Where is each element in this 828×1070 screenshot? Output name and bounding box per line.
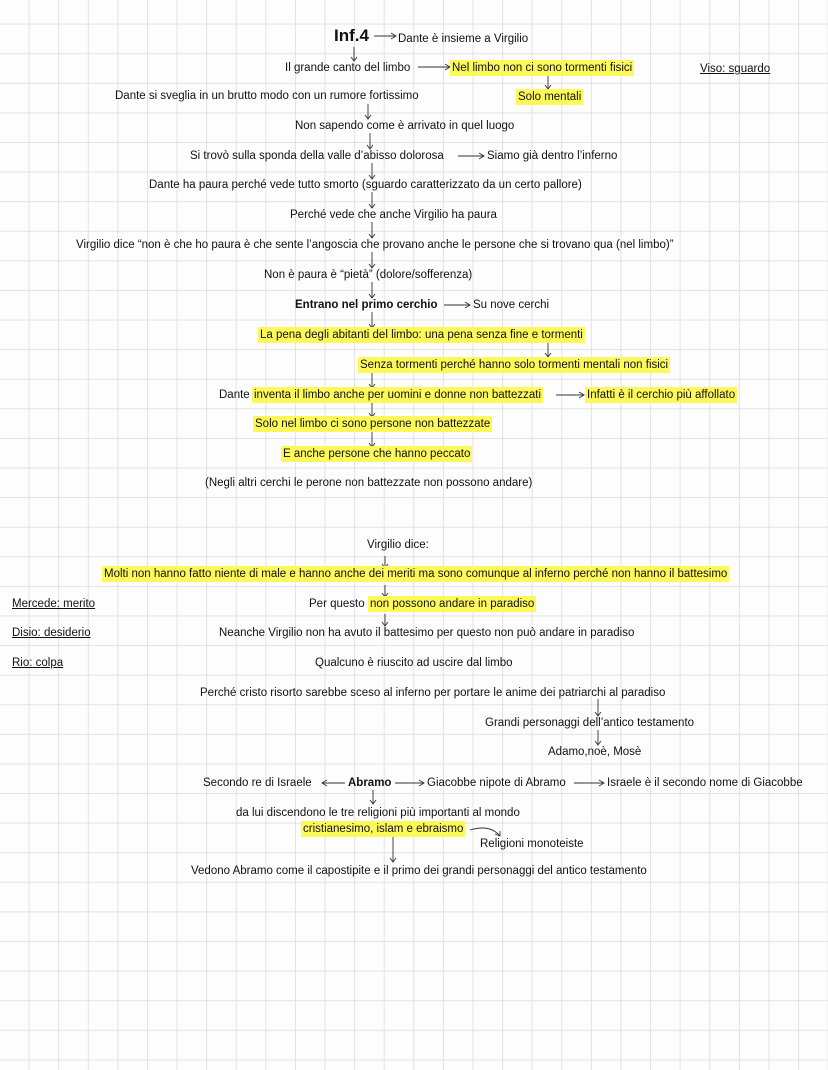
note-da-lui: da lui discendono le tre religioni più importanti al mondo xyxy=(236,807,520,819)
note-si-trovo: Si trovò sulla sponda della valle d’abisso dolorosa xyxy=(190,150,444,162)
note-israele: Israele è il secondo nome di Giacobbe xyxy=(607,777,803,789)
note-grandi: Grandi personaggi dell’antico testamento xyxy=(485,717,695,729)
note-dante-inventa: inventa il limbo anche per uomini e donne non battezzati xyxy=(254,389,542,401)
note-giacobbe: Giacobbe nipote di Abramo xyxy=(427,777,566,789)
note-dante-virgilio: Dante è insieme a Virgilio xyxy=(398,33,529,45)
note-qualcuno: Qualcuno è riuscito ad uscire dal limbo xyxy=(315,657,513,669)
note-virgilio-dice: Virgilio dice “non è che ho paura è che sente l’angoscia che provano anche le persone che si trovano qua (nel limbo)” xyxy=(76,239,674,251)
note-dante-paura: Dante ha paura perché vede tutto smorto (sguardo caratterizzato da un certo pallore) xyxy=(149,179,582,191)
vocab-rio: Rio: colpa xyxy=(12,657,64,669)
note-religioni: Religioni monoteiste xyxy=(480,838,584,850)
note-virgilio-dice-2: Virgilio dice: xyxy=(367,539,429,551)
note-su-nove: Su nove cerchi xyxy=(473,299,550,311)
note-secondo-re: Secondo re di Israele xyxy=(203,777,312,789)
note-neanche: Neanche Virgilio non ha avuto il battesimo per questo non può andare in paradiso xyxy=(219,627,635,639)
note-negli-altri: (Negli altri cerchi le perone non battezzate non possono andare) xyxy=(205,477,533,489)
note-grande-canto: Il grande canto del limbo xyxy=(285,62,411,74)
page-title: Inf.4 xyxy=(334,26,369,45)
note-siamo-gia: Siamo già dentro l’inferno xyxy=(487,150,618,162)
note-solo-mentali: Solo mentali xyxy=(518,91,582,103)
note-vedono: Vedono Abramo come il capostipite e il primo dei grandi personaggi del antico testamento xyxy=(191,865,647,877)
note-abramo: Abramo xyxy=(348,777,392,789)
vocab-viso: Viso: sguardo xyxy=(700,63,771,75)
note-nel-limbo: Nel limbo non ci sono tormenti fisici xyxy=(452,62,633,74)
note-non-sapendo: Non sapendo come è arrivato in quel luogo xyxy=(295,120,515,132)
note-solo-limbo: Solo nel limbo ci sono persone non battezzate xyxy=(255,418,491,430)
note-per-questo-label: Per questo xyxy=(309,598,365,610)
vocab-mercede: Mercede: merito xyxy=(12,598,96,610)
note-e-anche: E anche persone che hanno peccato xyxy=(283,448,471,460)
note-senza-tormenti: Senza tormenti perché hanno solo tormenti mentali non fisici xyxy=(360,359,669,371)
note-per-questo: non possono andare in paradiso xyxy=(370,598,535,610)
vocab-disio: Disio: desiderio xyxy=(12,627,91,639)
note-la-pena: La pena degli abitanti del limbo: una pena senza fine e tormenti xyxy=(260,329,583,341)
note-infatti: Infatti è il cerchio più affollato xyxy=(587,389,736,401)
note-entrano: Entrano nel primo cerchio xyxy=(295,299,438,311)
note-cristianesimo: cristianesimo, islam e ebraismo xyxy=(303,823,464,835)
note-perche-vede: Perché vede che anche Virgilio ha paura xyxy=(290,209,497,221)
note-molti: Molti non hanno fatto niente di male e hanno anche dei meriti ma sono comunque al inferno perché non hanno il battesimo xyxy=(104,568,728,580)
note-dante-sveglia: Dante si sveglia in un brutto modo con un rumore fortissimo xyxy=(115,90,419,102)
note-adamo: Adamo,noè, Mosè xyxy=(548,746,642,758)
note-perche-cristo: Perché cristo risorto sarebbe sceso al inferno per portare le anime dei patriarchi al paradiso xyxy=(200,687,666,699)
note-dante-label: Dante xyxy=(219,389,250,401)
note-non-paura: Non è paura è “pietà” (dolore/sofferenza) xyxy=(264,269,473,281)
